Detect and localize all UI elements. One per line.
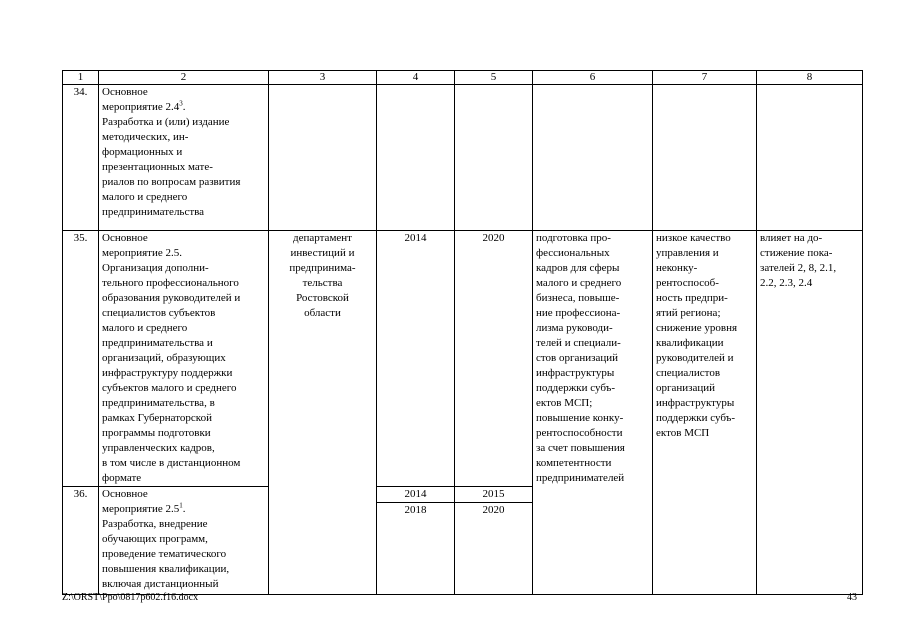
header-cell: 5 [455, 71, 533, 85]
executor-cell: департамент инвестиций и предпринима- тельства Ростовской области [269, 231, 377, 595]
table-row [63, 85, 863, 231]
header-cell: 1 [63, 71, 99, 85]
end-year-cell [455, 487, 533, 595]
executor-cell [269, 85, 377, 231]
end-year-cell: 2020 [455, 231, 533, 487]
table-row [63, 231, 863, 487]
measures-table [62, 70, 863, 595]
consequence-cell [653, 85, 757, 231]
start-year-cell [377, 487, 455, 595]
file-path: Z:\ORST\Ppo\0817p602.f16.docx [62, 592, 199, 603]
header-cell: 7 [653, 71, 757, 85]
footnote-mark: 1 [179, 501, 183, 510]
header-cell: 2 [99, 71, 269, 85]
measure-title-rest: . Разработка, внедрение обучающих программ, проведение тематического повышения квалификации, включая дистанционный [102, 503, 230, 590]
link-cell [757, 85, 863, 231]
footnote-mark: 3 [179, 99, 183, 108]
measure-title [99, 85, 269, 231]
measure-title-main: Основное мероприятие 2.5 [102, 488, 180, 515]
row-number: 34. [63, 85, 99, 231]
start-year-2: 2018 [377, 502, 454, 518]
start-year-cell: 2014 [377, 231, 455, 487]
end-year-2: 2020 [455, 502, 532, 518]
start-year-1: 2014 [404, 488, 427, 500]
row-number: 36. [63, 487, 99, 595]
header-cell: 8 [757, 71, 863, 85]
consequence-cell: низкое качество управления и неконку- рентоспособ- ность предпри- ятий региона; снижение уровня квалификации руководителей и специалистов организаций инфраструктуры поддержки субъ- ектов МСП [653, 231, 757, 595]
page-number: 43 [847, 592, 857, 603]
header-cell: 6 [533, 71, 653, 85]
header-row [63, 71, 863, 85]
header-cell: 3 [269, 71, 377, 85]
measure-title: Основное мероприятие 2.5. Организация дополни- тельного профессионального образования руководителей и специалистов субъектов малого и среднего предпринимательства и организаций, образующих инфраструктуру поддержки субъектов малого и среднего предпринимательства, в рамках Губернаторской программы подготовки управленческих кадров, в том числе в дистанционном формате [99, 231, 269, 487]
result-cell: подготовка про- фессиональных кадров для сферы малого и среднего бизнеса, повыше- ние профессиона- лизма руководи- телей и специали- стов организаций инфраструктуры поддержки субъ- ектов МСП; повышение конку- рентоспособности за счет повышения компетентности предпринимателей [533, 231, 653, 595]
end-year-cell [455, 85, 533, 231]
measure-title-rest: . Разработка и (или) издание методических, ин- формационных и презентационных мате- риалов по вопросам развития малого и среднего предпринимательства [102, 101, 241, 218]
result-cell [533, 85, 653, 231]
measure-title [99, 487, 269, 595]
row-number: 35. [63, 231, 99, 487]
end-year-1: 2015 [482, 488, 505, 500]
link-cell: влияет на до- стижение пока- зателей 2, 8, 2.1, 2.2, 2.3, 2.4 [757, 231, 863, 595]
measure-title-main: Основное мероприятие 2.4 [102, 86, 180, 113]
start-year-cell [377, 85, 455, 231]
header-cell: 4 [377, 71, 455, 85]
